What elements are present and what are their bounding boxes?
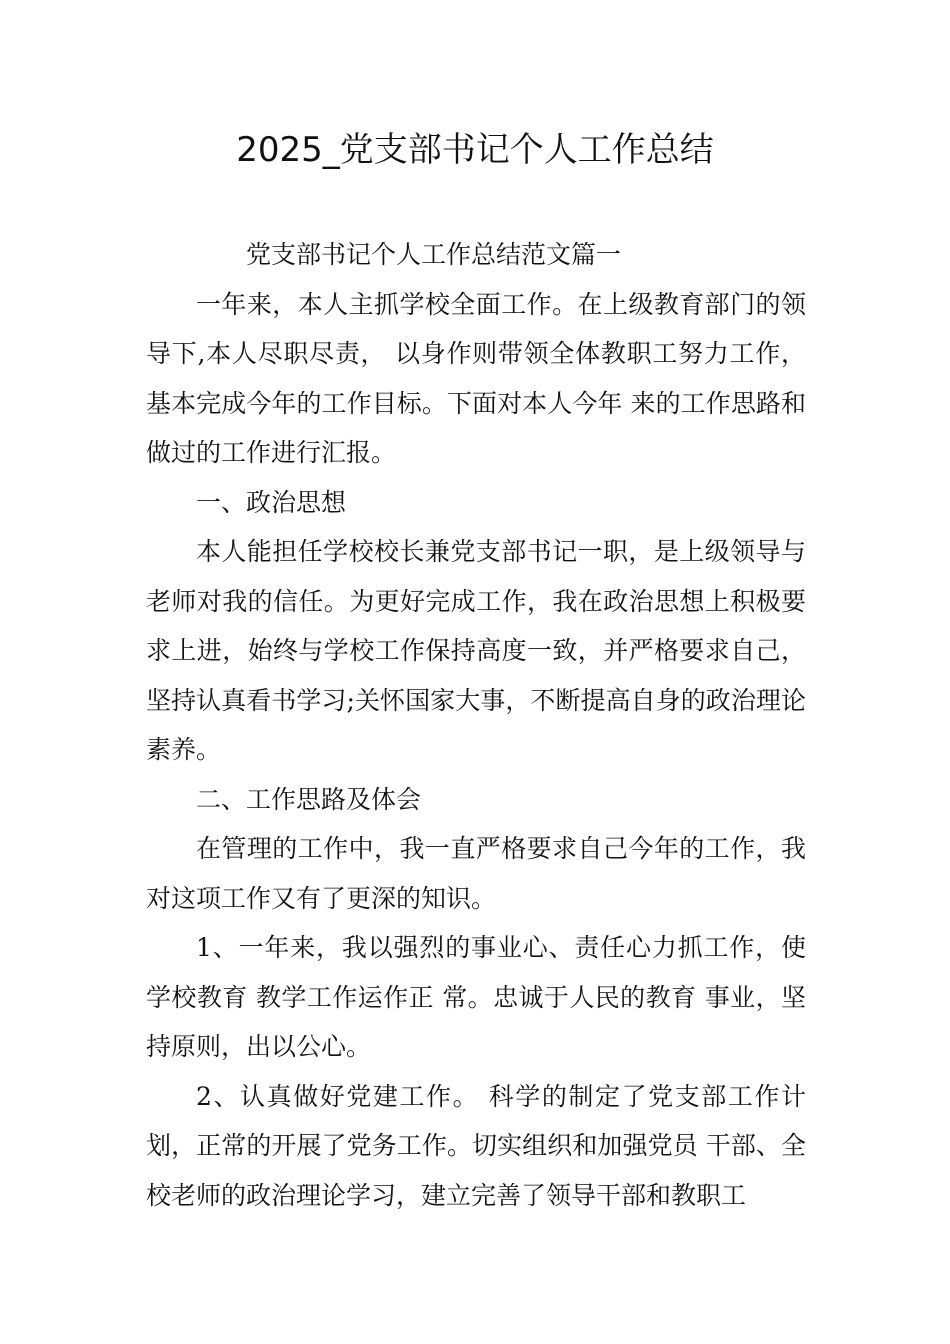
document-subtitle: 党支部书记个人工作总结范文篇一	[246, 240, 622, 269]
section-heading-work-ideas: 二、工作思路及体会	[196, 784, 422, 814]
section-heading-politics: 一、政治思想	[196, 487, 347, 517]
paragraph-politics: 本人能担任学校校长兼党支部书记一职，是上级领导与老师对我的信任。为更好完成工作，我在政治思想上积极要求上进，始终与学校工作保持高度一致，并严格要求自己，坚持认真看书学习;关怀国家大事，不断提高自身的政治理论素养。	[146, 537, 806, 764]
paragraph-item-1: 1、一年来，我以强烈的事业心、责任心力抓工作，使学校教育 教学工作运作正 常。忠诚于人民的教育 事业，坚持原则，出以公心。	[146, 933, 806, 1061]
paragraph-management: 在管理的工作中，我一直严格要求自己今年的工作，我对这项工作又有了更深的知识。	[146, 834, 806, 913]
paragraph-item-2: 2、认真做好党建工作。 科学的制定了党支部工作计划，正常的开展了党务工作。切实组织和加强党员 干部、全校老师的政治理论学习，建立完善了领导干部和教职工	[146, 1081, 806, 1210]
document-body	[146, 230, 806, 1220]
document-title: 2025_党支部书记个人工作总结	[236, 130, 714, 170]
paragraph-intro: 一年来，本人主抓学校全面工作。在上级教育部门的领导下,本人尽职尽责， 以身作则带领全体教职工努力工作，基本完成今年的工作目标。下面对本人今年 来的工作思路和做过的工作进行汇报。	[146, 289, 806, 467]
